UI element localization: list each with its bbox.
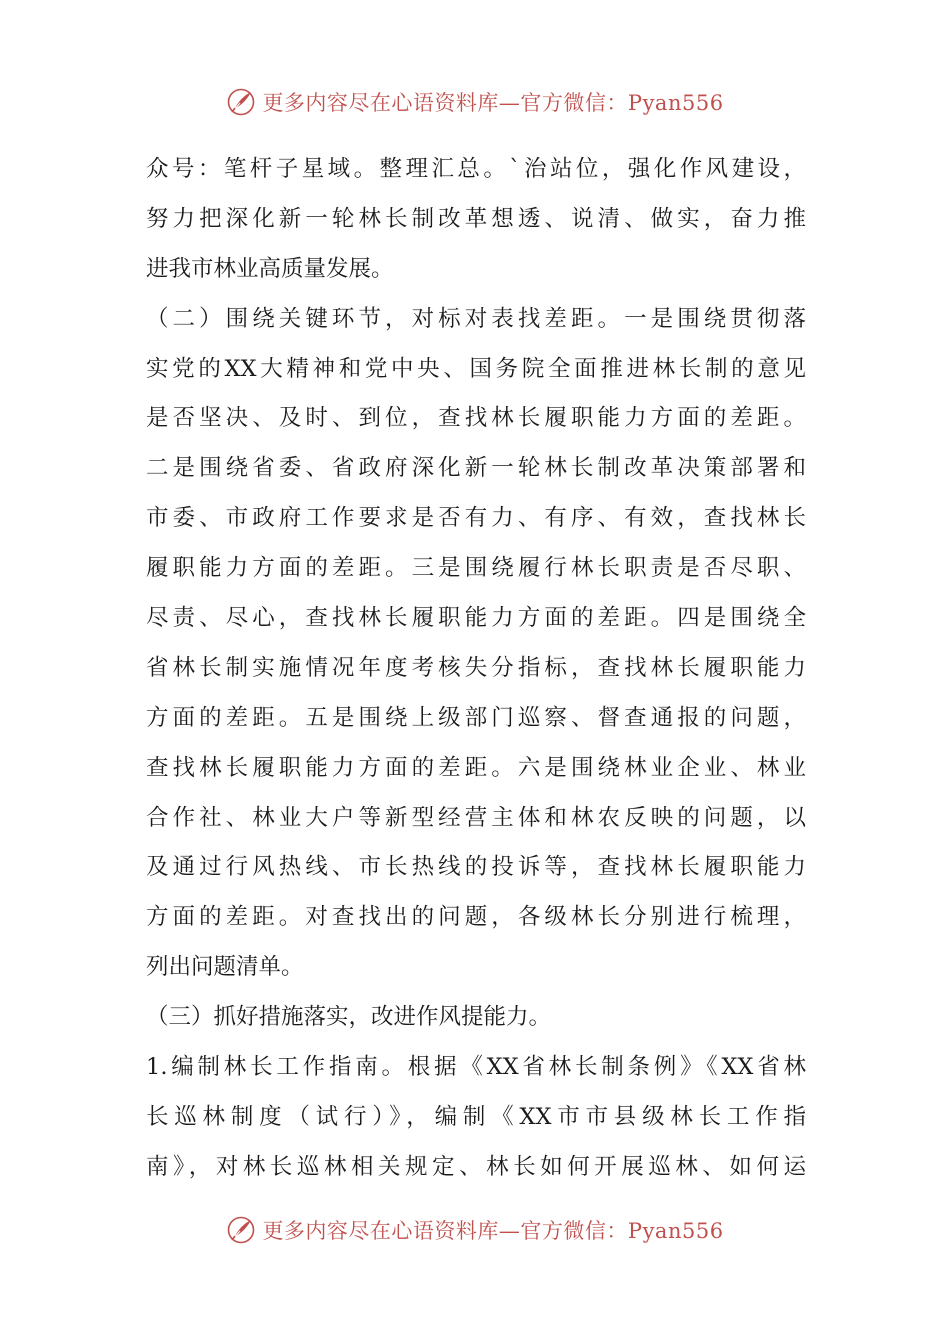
text-line: （二）围绕关键环节，对标对表找差距。一是围绕贯彻落 — [146, 305, 806, 332]
text-line: 市委、市政府工作要求是否有力、有序、有效，查找林长 — [146, 505, 806, 532]
footer-banner-text: 更多内容尽在心语资料库—官方微信：Pyan556 — [262, 1219, 724, 1243]
document-body — [146, 145, 806, 1193]
text-line: 履职能力方面的差距。三是围绕履行林长职责是否尽职、 — [146, 555, 806, 582]
text-line: 方面的差距。五是围绕上级部门巡察、督查通报的问题， — [146, 704, 806, 731]
quill-pen-logo-icon — [226, 1215, 256, 1245]
footer-banner — [0, 1210, 950, 1250]
text-line: 及通过行风热线、市长热线的投诉等，查找林长履职能力 — [146, 854, 806, 881]
text-line: 尽责、尽心，查找林长履职能力方面的差距。四是围绕全 — [146, 605, 806, 632]
text-line: 合作社、林业大户等新型经营主体和林农反映的问题，以 — [146, 804, 806, 831]
text-line: 是否坚决、及时、到位，查找林长履职能力方面的差距。 — [146, 405, 806, 432]
text-line: 方面的差距。对查找出的问题，各级林长分别进行梳理， — [146, 904, 806, 931]
text-line: 众号：笔杆子星域。整理汇总。`治站位，强化作风建设， — [146, 156, 806, 182]
quill-pen-logo-icon — [226, 87, 256, 117]
text-line: 努力把深化新一轮林长制改革想透、说清、做实，奋力推 — [146, 205, 806, 232]
text-line: 实党的XX大精神和党中央、国务院全面推进林长制的意见 — [146, 355, 806, 382]
header-banner-text: 更多内容尽在心语资料库—官方微信：Pyan556 — [262, 91, 724, 115]
text-line: （三）抓好措施落实，改进作风提能力。 — [146, 1004, 552, 1031]
text-line: 列出问题清单。 — [146, 954, 304, 981]
text-line: 查找林长履职能力方面的差距。六是围绕林业企业、林业 — [146, 754, 806, 781]
text-line: 长巡林制度（试行）》，编制《XX市市县级林长工作指 — [146, 1103, 806, 1130]
text-line: 1.编制林长工作指南。根据《XX省林长制条例》《XX省林 — [146, 1054, 806, 1081]
header-banner — [0, 82, 950, 122]
text-line: 省林长制实施情况年度考核失分指标，查找林长履职能力 — [146, 654, 806, 681]
text-line: 二是围绕省委、省政府深化新一轮林长制改革决策部署和 — [146, 455, 806, 482]
text-line: 南》，对林长巡林相关规定、林长如何开展巡林、如何运 — [146, 1153, 806, 1180]
text-line: 进我市林业高质量发展。 — [146, 255, 394, 282]
